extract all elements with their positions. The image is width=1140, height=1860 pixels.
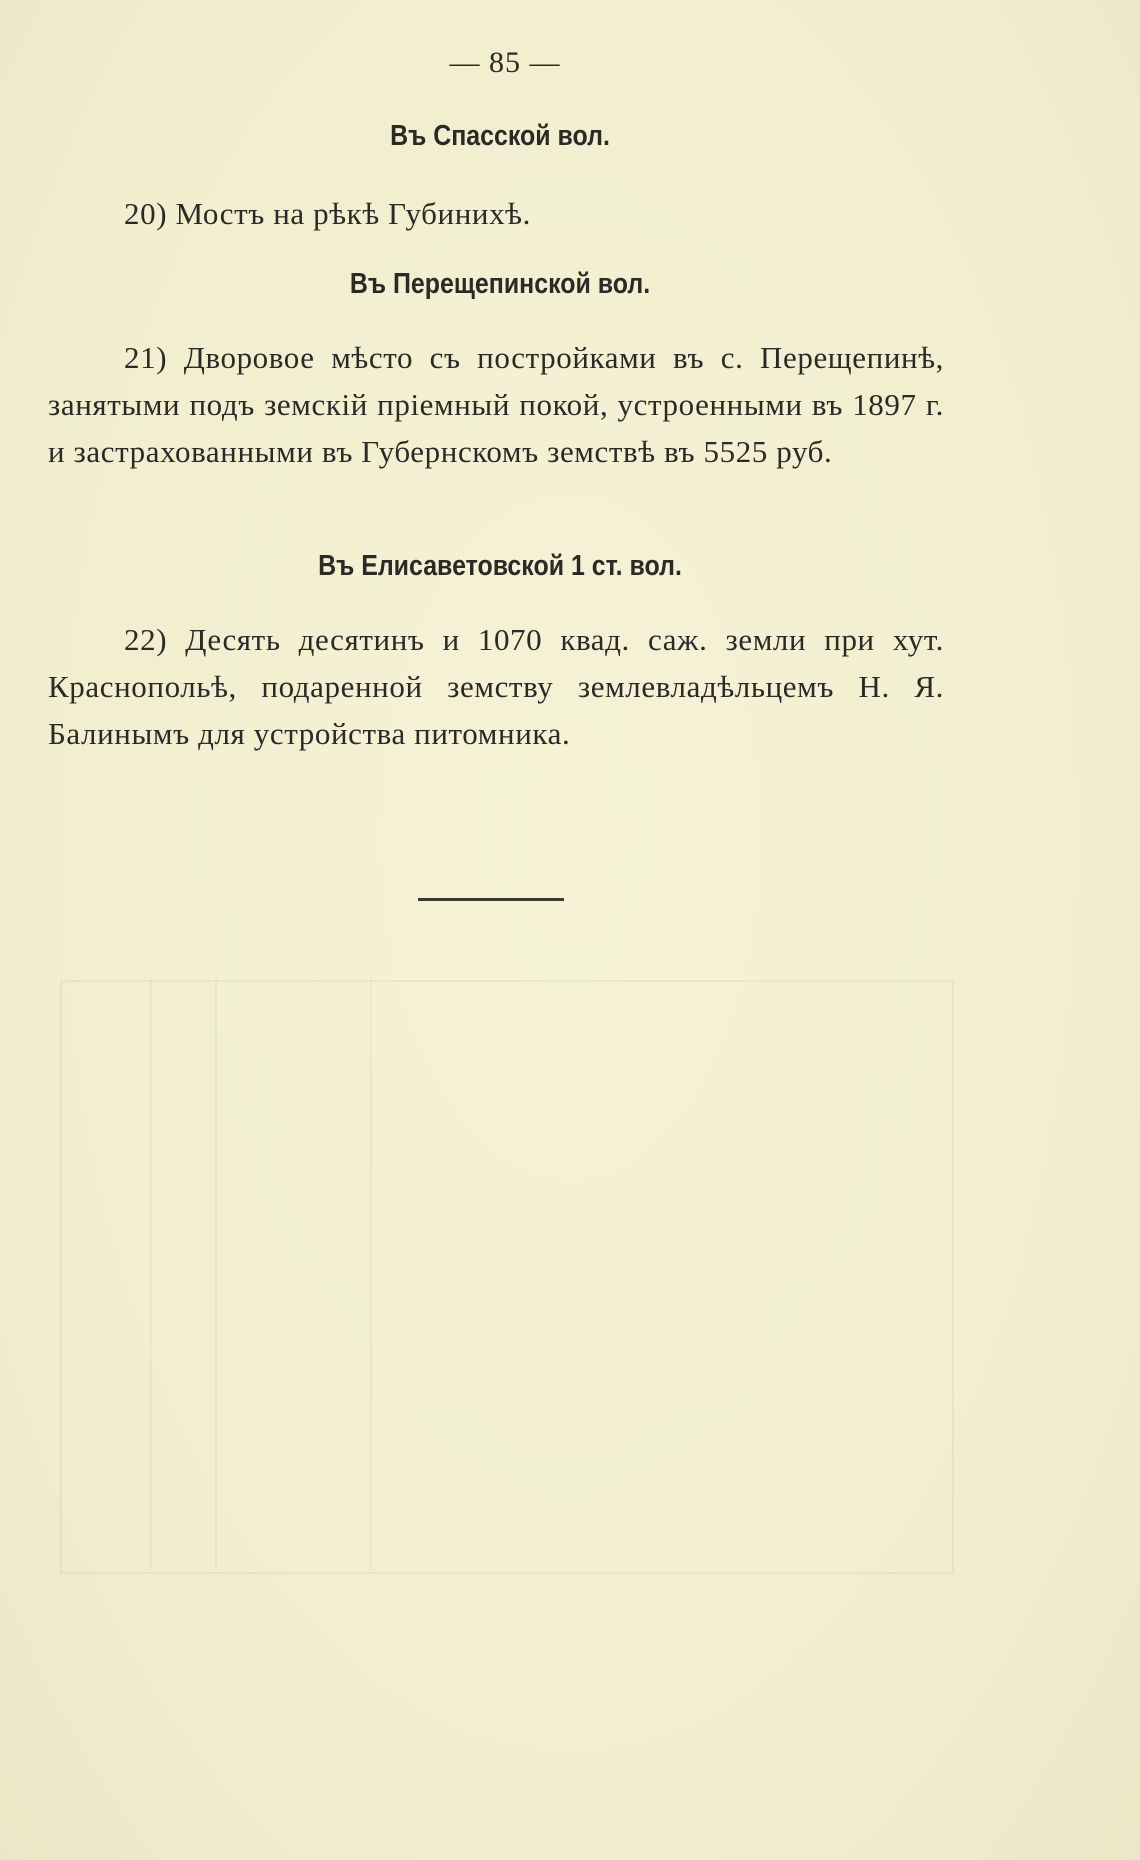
section-heading-spasskaya: Въ Спасской вол. [390,120,610,152]
bleed-through-line [370,980,372,1570]
page-number: — 85 — [449,46,561,79]
bleed-through-table-trace [60,980,954,1574]
end-divider-rule [418,898,564,901]
section-heading-elisavetovskaya: Въ Елисаветовской 1 ст. вол. [318,550,682,582]
item-22-paragraph: 22) Десять десятинъ и 1070 квад. саж. земли при хут. Краснопольѣ, подаренной земству землевладѣльцемъ Н. Я. Балинымъ для устройства питомника. [48,622,944,751]
bleed-through-line [215,980,217,1570]
section-heading-pereshchepinskaya: Въ Перещепинской вол. [349,268,651,300]
bleed-through-line [150,980,152,1570]
item-20-paragraph: 20) Мостъ на рѣкѣ Губинихѣ. [124,196,531,231]
item-21-paragraph: 21) Дворовое мѣсто съ постройками въ с. Перещепинѣ, занятыми подъ земскій пріемный покой, устроенными въ 1897 г. и застрахованными въ Губернскомъ земствѣ въ 5525 руб. [48,340,944,469]
